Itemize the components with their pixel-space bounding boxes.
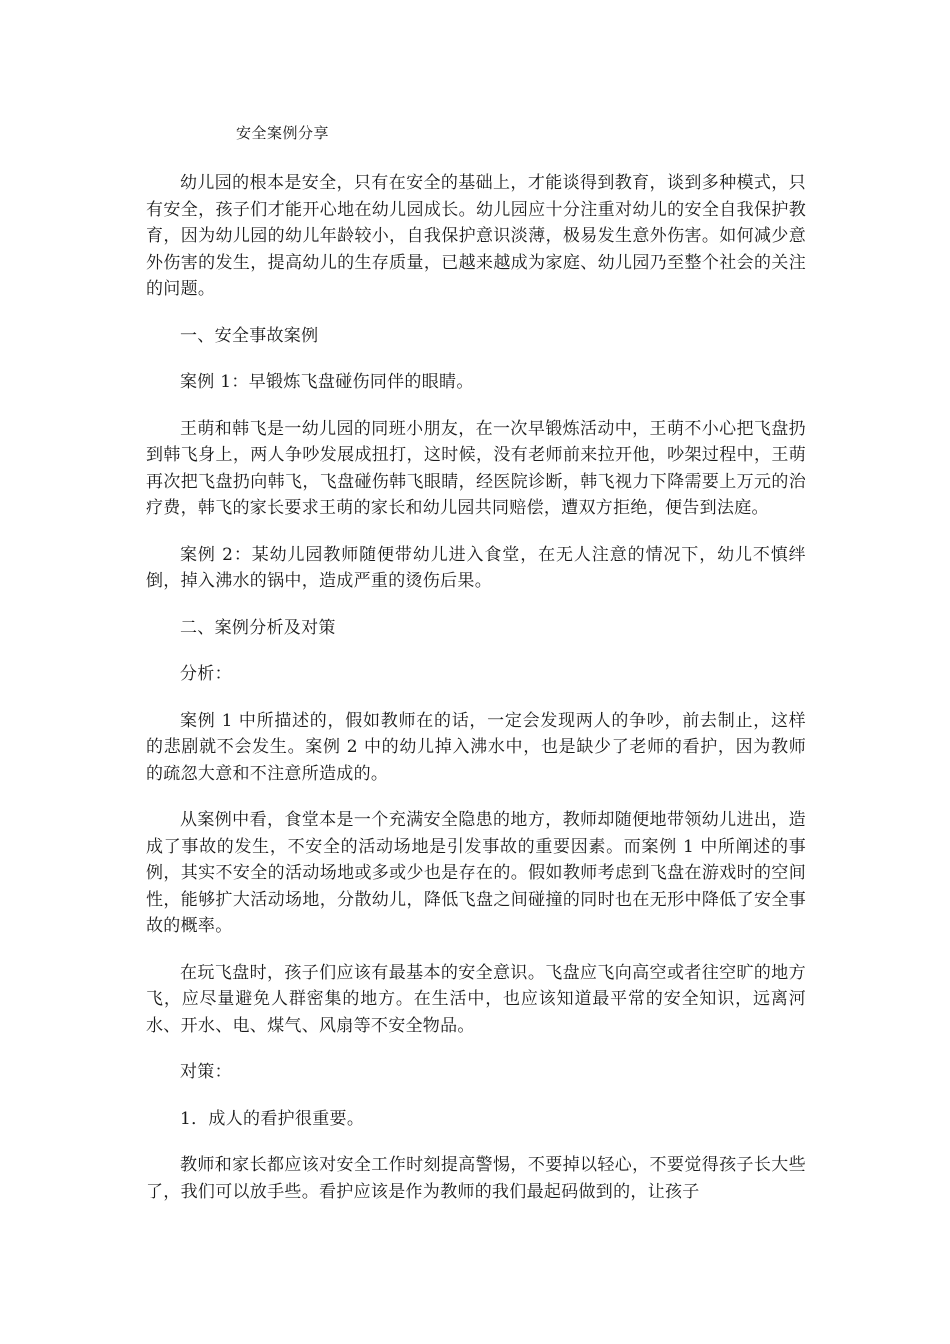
intro-paragraph: 幼儿园的根本是安全，只有在安全的基础上，才能谈得到教育，谈到多种模式，只有安全，孩子们才能开心地在幼儿园成长。幼儿园应十分注重对幼儿的安全自我保护教育，因为幼儿园的幼儿年龄较小，自我保护意识淡薄，极易发生意外伤害。如何减少意外伤害的发生，提高幼儿的生存质量，已越来越成为家庭、幼儿园乃至整个社会的关注的问题。 [146, 173, 806, 299]
countermeasure-1-heading: 1．成人的看护很重要。 [180, 1108, 365, 1129]
countermeasures-label: 对策： [180, 1062, 232, 1082]
case-1-heading: 案例 1：早锻炼飞盘碰伤同伴的眼睛。 [180, 372, 474, 392]
analysis-paragraph-2: 从案例中看，食堂本是一个充满安全隐患的地方，教师却随便地带领幼儿进出，造成了事故的发生，不安全的活动场地是引发事故的重要因素。而案例 1 中所阐述的事例，其实不安全的活动场地或多或少也是存在的。假如教师考虑到飞盘在游戏时的空间性，能够扩大活动场地，分散幼儿，降低飞盘之间碰撞的同时也在无形中降低了安全事故的概率。 [146, 810, 806, 936]
document-title: 安全案例分享 [236, 124, 330, 142]
case-2-paragraph: 案例 2：某幼儿园教师随便带幼儿进入食堂，在无人注意的情况下，幼儿不慎绊倒，掉入沸水的锅中，造成严重的烫伤后果。 [146, 544, 806, 591]
case-1-paragraph: 王萌和韩飞是一幼儿园的同班小朋友，在一次早锻炼活动中，王萌不小心把飞盘扔到韩飞身上，两人争吵发展成扭打，这时候，没有老师前来拉开他，吵架过程中，王萌再次把飞盘扔向韩飞，飞盘碰伤韩飞眼睛，经医院诊断，韩飞视力下降需要上万元的治疗费，韩飞的家长要求王萌的家长和幼儿园共同赔偿，遭双方拒绝，便告到法庭。 [146, 418, 806, 518]
section-heading-analysis: 二、案例分析及对策 [180, 617, 336, 638]
analysis-paragraph-1: 案例 1 中所描述的，假如教师在的话，一定会发现两人的争吵，前去制止，这样的悲剧就不会发生。案例 2 中的幼儿掉入沸水中，也是缺少了老师的看护，因为教师的疏忽大意和不注意所造成的。 [146, 710, 806, 784]
document-page [146, 122, 806, 1225]
analysis-paragraph-3: 在玩飞盘时，孩子们应该有最基本的安全意识。飞盘应飞向高空或者往空旷的地方飞，应尽量避免人群密集的地方。在生活中，也应该知道最平常的安全知识，远离河水、开水、电、煤气、风扇等不安全物品。 [146, 962, 806, 1036]
analysis-label: 分析： [180, 664, 232, 684]
section-heading-cases: 一、安全事故案例 [180, 325, 319, 346]
countermeasure-1-paragraph: 教师和家长都应该对安全工作时刻提高警惕，不要掉以轻心，不要觉得孩子长大些了，我们可以放手些。看护应该是作为教师的我们最起码做到的，让孩子 [146, 1155, 806, 1202]
